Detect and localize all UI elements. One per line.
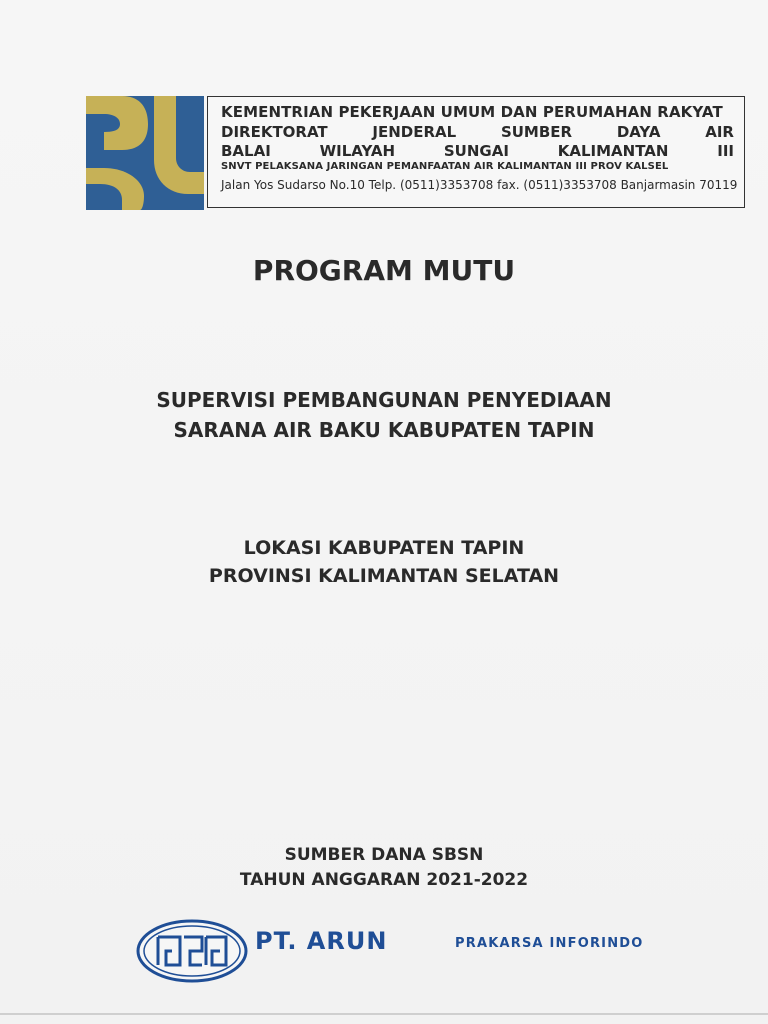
fiscal-year: TAHUN ANGGARAN 2021-2022 (239, 870, 529, 890)
directorate-word: DAYA (616, 123, 661, 141)
location-line2: PROVINSI KALIMANTAN SELATAN (208, 565, 560, 587)
pt-arun-logo (136, 919, 248, 983)
project-title-line2: SARANA AIR BAKU KABUPATEN TAPIN (173, 418, 595, 442)
snvt-line: SNVT PELAKSANA JARINGAN PEMANFAATAN AIR KALIMANTAN III PROV KALSEL (221, 161, 669, 172)
directorate-word: DIREKTORAT (221, 123, 328, 141)
funding-source: SUMBER DANA SBSN (284, 845, 484, 865)
directorate-line (221, 123, 734, 141)
ministry-name: KEMENTRIAN PEKERJAAN UMUM DAN PERUMAHAN RAKYAT (221, 103, 723, 121)
balai-line (221, 142, 734, 160)
project-title-line1: SUPERVISI PEMBANGUNAN PENYEDIAAN (156, 388, 612, 412)
company-tagline: PRAKARSA INFORINDO (455, 936, 644, 951)
balai-word: III (717, 142, 734, 160)
directorate-word: JENDERAL (372, 123, 457, 141)
address-line: Jalan Yos Sudarso No.10 Telp. (0511)3353708 fax. (0511)3353708 Banjarmasin 70119 (221, 178, 738, 192)
balai-word: KALIMANTAN (557, 142, 669, 160)
document-title: PROGRAM MUTU (252, 254, 516, 287)
balai-word: BALAI (221, 142, 271, 160)
directorate-word: AIR (705, 123, 734, 141)
location-line1: LOKASI KABUPATEN TAPIN (243, 537, 525, 559)
balai-word: SUNGAI (443, 142, 509, 160)
directorate-word: SUMBER (500, 123, 573, 141)
page-edge-divider (0, 1013, 768, 1015)
balai-word: WILAYAH (319, 142, 396, 160)
pu-ministry-logo (86, 96, 204, 210)
company-name: PT. ARUN (255, 927, 388, 955)
agency-header (207, 96, 745, 208)
